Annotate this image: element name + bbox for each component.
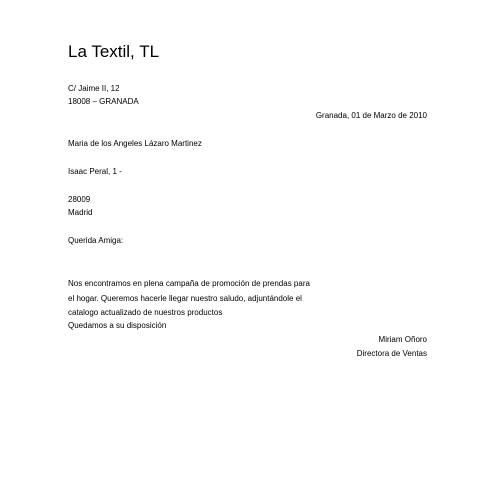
company-name: La Textil, TL [68,42,160,61]
greeting: Querida Amiga: [68,236,124,245]
sender-city: 18008 – GRANADA [68,97,139,106]
recipient-city: Madrid [68,208,93,217]
recipient-name: Maria de los Angeles Lázaro Martinez [68,139,202,148]
signature-title: Directora de Ventas [356,349,427,358]
body-line: el hogar. Queremos hacerle llegar nuestro saludo, adjuntándole el [68,294,302,303]
body-line: Quedamos a su disposición [68,321,167,330]
body-line: catalogo actualizado de nuestros productos [68,308,223,317]
place-date: Granada, 01 de Marzo de 2010 [315,111,427,120]
signature-name: Miriam Oñoro [378,335,427,344]
recipient-street: Isaac Peral, 1 - [68,167,122,176]
body-line: Nos encontramos en plena campaña de promoción de prendas para [68,279,310,288]
recipient-postal-code: 28009 [68,195,91,204]
sender-street: C/ Jaime II, 12 [68,84,120,93]
